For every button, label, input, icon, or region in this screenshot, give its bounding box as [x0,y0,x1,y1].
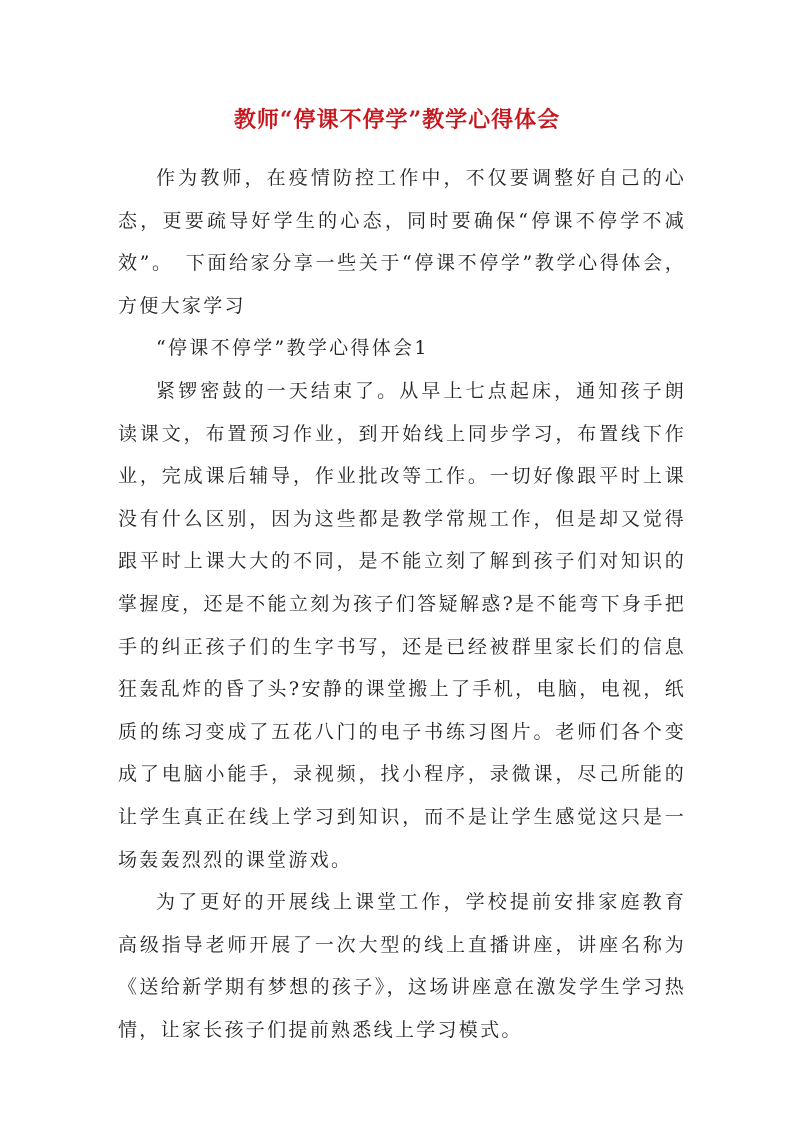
intro-paragraph: 作为教师，在疫情防控工作中，不仅要调整好自己的心态，更要疏导好学生的心态，同时要确保“停课不停学不减效”。 下面给家分享一些关于“停课不停学”教学心得体会，方便大家学习 [118,167,686,317]
document-body [118,157,686,1051]
section-heading: “停课不停学”教学心得体会1 [156,337,429,360]
document-title: 教师“停课不停学”教学心得体会 [233,107,561,133]
body-paragraph: 紧锣密鼓的一天结束了。从早上七点起床，通知孩子朗读课文，布置预习作业，到开始线上同步学习，布置线下作业，完成课后辅导，作业批改等工作。一切好像跟平时上课没有什么区别，因为这些都是教学常规工作，但是却又觉得跟平时上课大大的不同，是不能立刻了解到孩子们对知识的掌握度，还是不能立刻为孩子们答疑解惑?是不能弯下身手把手的纠正孩子们的生字书写，还是已经被群里家长们的信息狂轰乱炸的昏了头?安静的课堂搬上了手机，电脑，电视，纸质的练习变成了五花八门的电子书练习图片。老师们各个变成了电脑小能手，录视频，找小程序，录微课，尽己所能的让学生真正在线上学习到知识，而不是让学生感觉这只是一场轰轰烈烈的课堂游戏。 [118,379,686,871]
body-paragraph: 为了更好的开展线上课堂工作，学校提前安排家庭教育高级指导老师开展了一次大型的线上直播讲座，讲座名称为《送给新学期有梦想的孩子》，这场讲座意在激发学生学习热情，让家长孩子们提前熟悉线上学习模式。 [118,891,686,1041]
